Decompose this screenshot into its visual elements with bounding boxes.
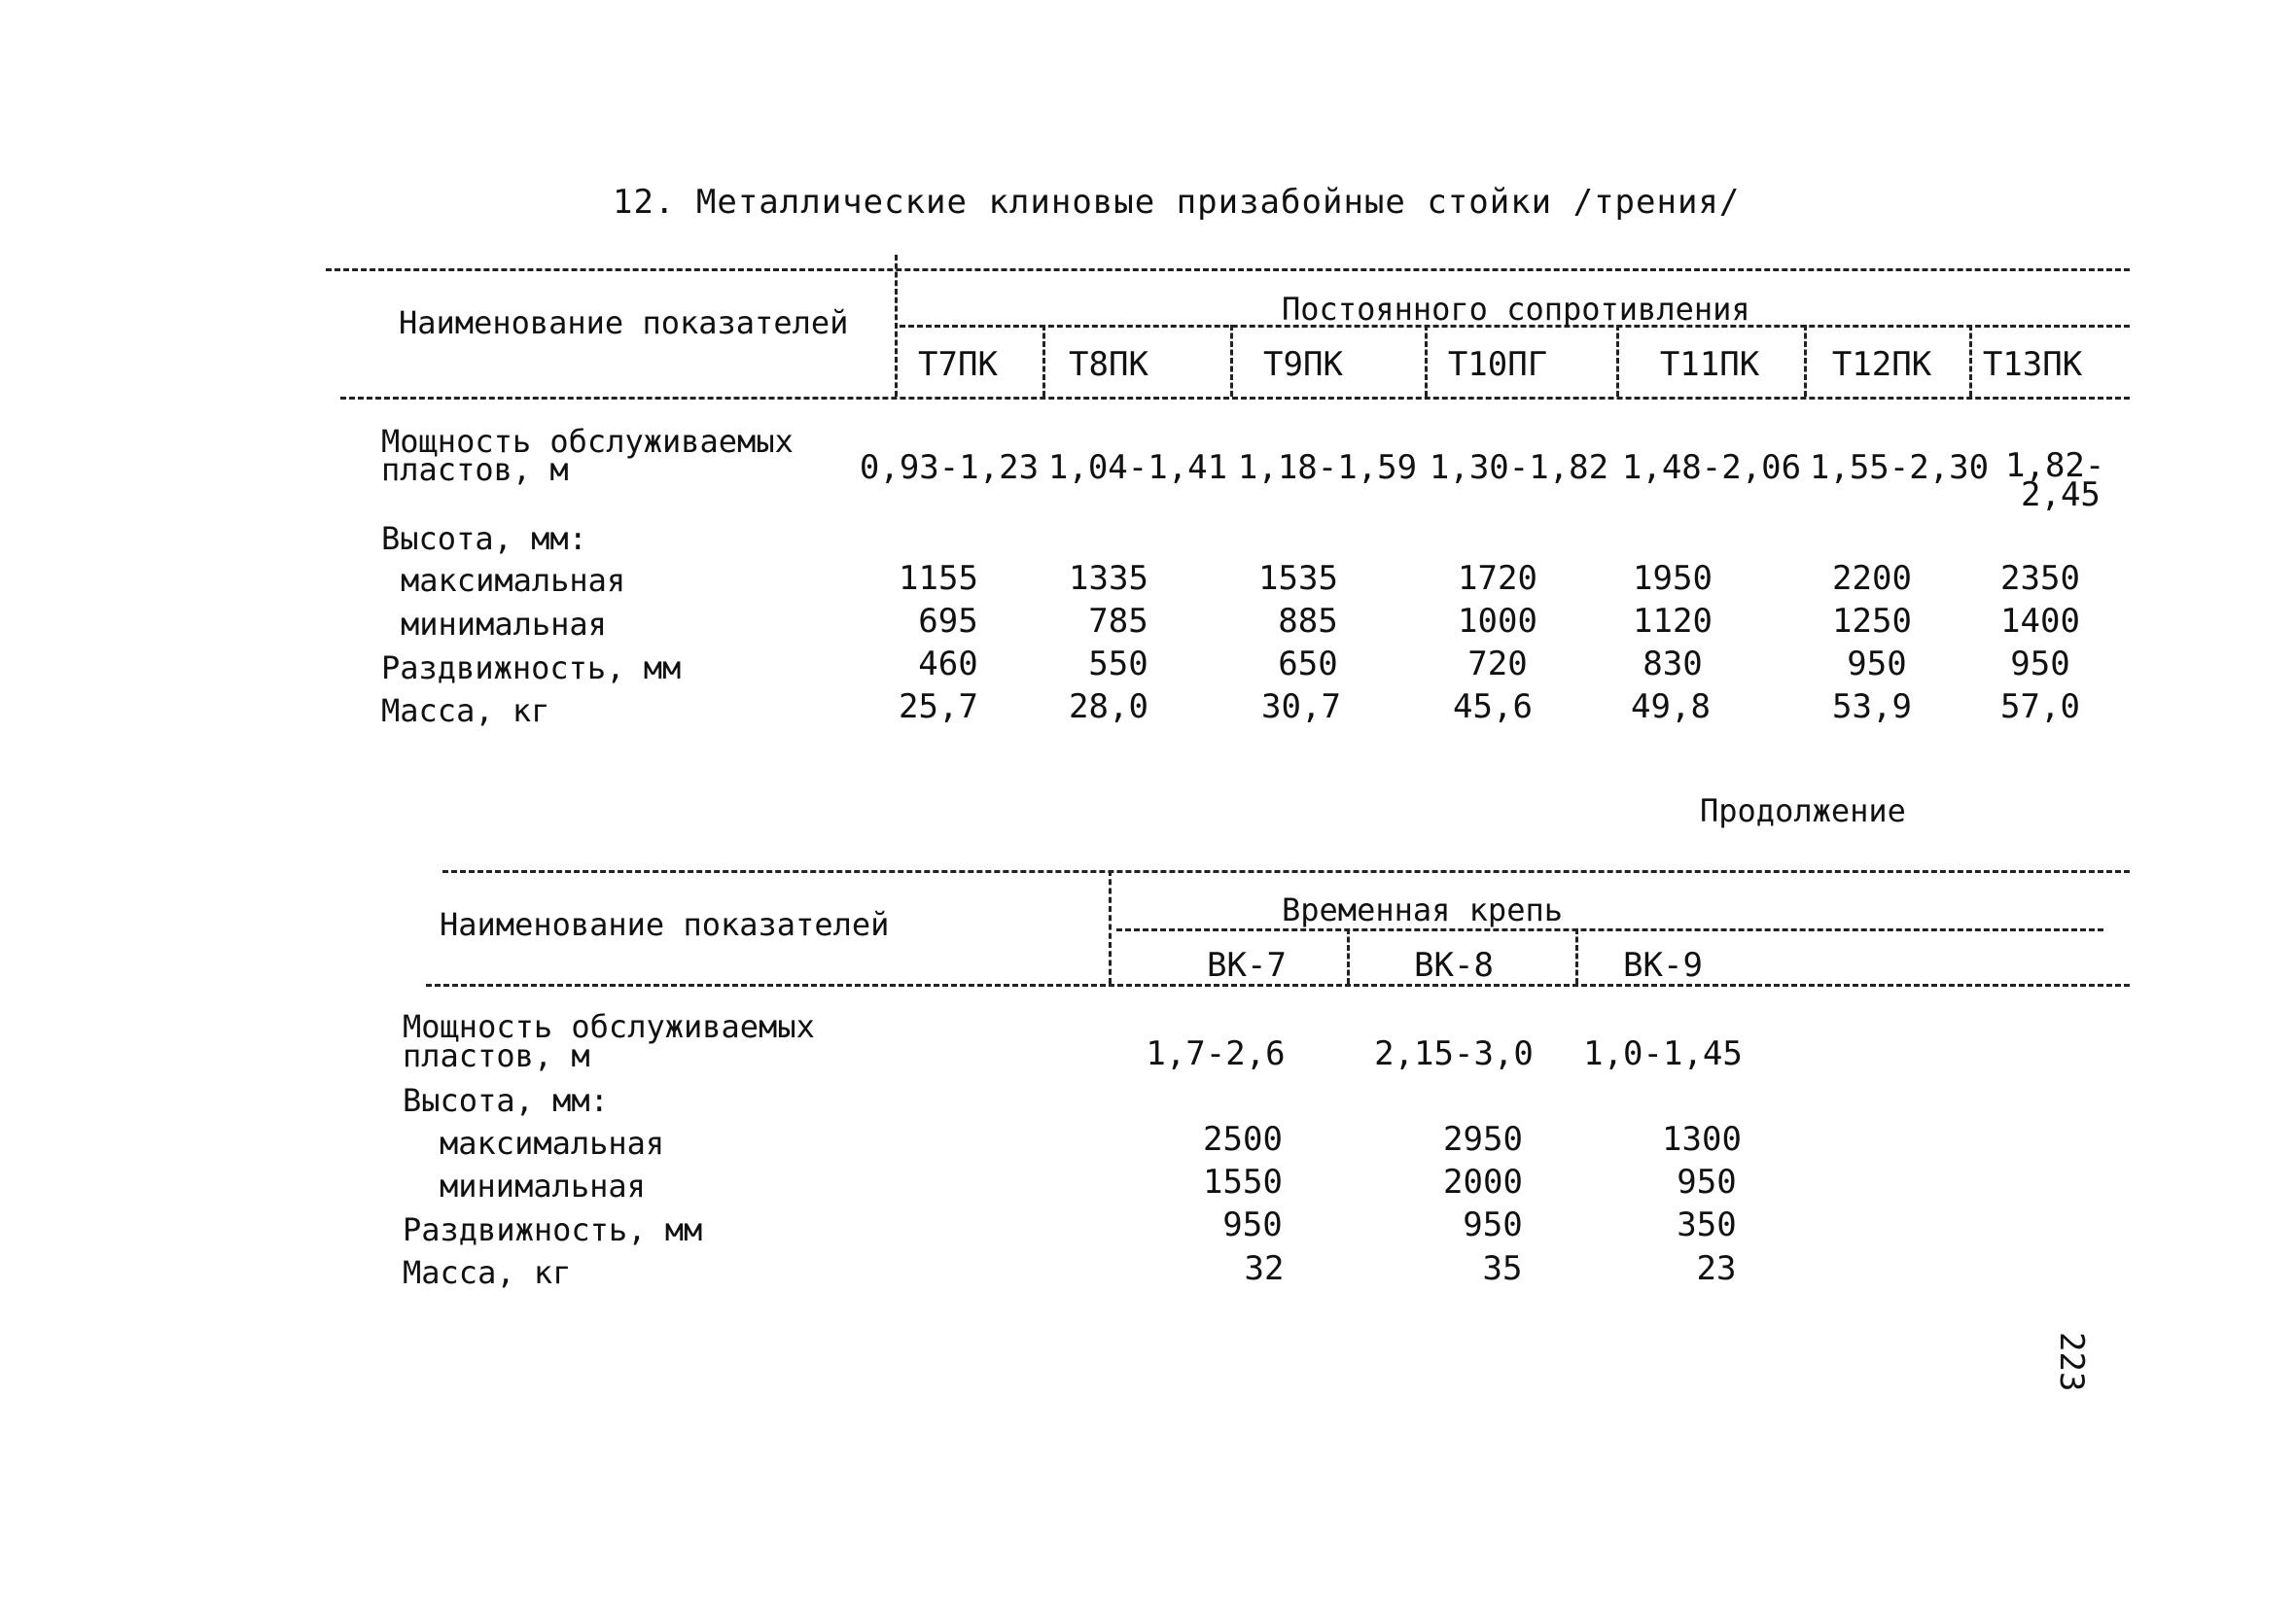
page-title: 12. Металлические клиновые призабойные стойки /трения/ (613, 183, 1741, 222)
table-1-column-header: Т8ПК (1069, 345, 1148, 384)
table-1-col-divider (1804, 325, 1807, 397)
table-2-cell: 1550 (1203, 1163, 1283, 1202)
table-2-cell: 2500 (1203, 1120, 1283, 1159)
continuation-label: Продолжение (1700, 792, 1906, 829)
table-2-col-divider (1347, 928, 1350, 984)
table-2-column-header: ВК-9 (1623, 946, 1703, 985)
table-1-cell: 2,45 (2021, 475, 2101, 514)
table-2-cell: 35 (1482, 1249, 1523, 1288)
table-2-row-label: Раздвижность, мм (403, 1211, 703, 1248)
table-1-cell: 1400 (2000, 602, 2080, 641)
table-2-cell: 950 (1463, 1205, 1523, 1244)
table-1-cell: 785 (1088, 602, 1148, 641)
table-1-cell: 49,8 (1631, 687, 1711, 726)
table-2-row-label: пластов, м (403, 1037, 590, 1074)
table-2-divider (1109, 870, 1112, 984)
table-2-cell: 350 (1677, 1205, 1737, 1244)
table-1-cell: 1250 (1832, 602, 1912, 641)
table-1-header-rule (340, 397, 2130, 400)
table-2-row-header: Наименование показателей (440, 906, 890, 943)
table-1-cell: 45,6 (1453, 687, 1533, 726)
table-2-row-label: максимальная (440, 1125, 665, 1162)
table-2-top-rule (442, 870, 2130, 873)
table-1-cell: 1950 (1633, 559, 1713, 598)
table-1-cell: 830 (1643, 645, 1703, 683)
table-1-row-label: максимальная (401, 562, 626, 599)
table-1-cell: 1,48-2,06 (1621, 448, 1802, 487)
table-2-column-header: ВК-8 (1414, 946, 1494, 985)
table-2-cell: 2000 (1443, 1163, 1523, 1202)
table-1-cell: 30,7 (1261, 687, 1341, 726)
table-1-col-divider (1230, 325, 1233, 397)
table-1-row-label: Высота, мм: (381, 520, 587, 557)
table-2-row-label: Мощность обслуживаемых (403, 1008, 815, 1045)
table-1-row-label: Раздвижность, мм (381, 649, 682, 686)
table-1-cell: 460 (918, 645, 978, 683)
table-1-cell: 1155 (899, 559, 978, 598)
table-1-divider (895, 255, 898, 397)
table-1-column-header: Т10ПГ (1447, 345, 1548, 384)
table-2-cell: 950 (1677, 1163, 1737, 1202)
table-1-row-header: Наименование показателей (399, 304, 849, 341)
table-1-column-header: Т9ПК (1263, 345, 1343, 384)
table-1-cell: 1335 (1069, 559, 1148, 598)
table-1-cell: 1000 (1458, 602, 1537, 641)
table-1-row-label: Масса, кг (381, 692, 550, 729)
table-1-group-header: Постоянного сопротивления (1282, 291, 1750, 328)
table-1-cell: 950 (1847, 645, 1907, 683)
table-1-cell: 950 (2010, 645, 2070, 683)
table-1-col-divider (1425, 325, 1428, 397)
table-1-cell: 650 (1278, 645, 1338, 683)
table-2-cell: 1300 (1662, 1120, 1742, 1159)
table-1-row-label: Мощность обслуживаемых (381, 423, 794, 460)
table-2-row-label: минимальная (440, 1168, 646, 1205)
table-2-row-label: Масса, кг (403, 1254, 572, 1291)
table-1-cell: 1120 (1633, 602, 1713, 641)
table-2-cell: 2,15-3,0 (1374, 1034, 1534, 1073)
table-2-col-divider (1575, 928, 1578, 984)
table-2-group-header: Временная крепь (1282, 891, 1563, 928)
table-1-cell: 25,7 (899, 687, 978, 726)
table-1-column-header: Т13ПК (1982, 345, 2083, 384)
table-1-col-divider (1969, 325, 1972, 397)
table-1-cell: 695 (918, 602, 978, 641)
table-1-row-label: минимальная (401, 606, 607, 643)
table-1-cell: 1,30-1,82 (1429, 448, 1609, 487)
table-1-cell: 1,82- (2005, 446, 2105, 485)
table-1-column-header: Т7ПК (918, 345, 998, 384)
table-1-cell: 1720 (1458, 559, 1537, 598)
table-2-cell: 1,7-2,6 (1146, 1034, 1286, 1073)
table-1-cell: 53,9 (1832, 687, 1912, 726)
table-1-cell: 2350 (2000, 559, 2080, 598)
table-1-col-divider (1042, 325, 1045, 397)
table-1-cell: 720 (1467, 645, 1528, 683)
table-1-cell: 2200 (1832, 559, 1912, 598)
table-1-column-header: Т12ПК (1831, 345, 1932, 384)
table-2-cell: 1,0-1,45 (1583, 1034, 1743, 1073)
table-1-cell: 1,18-1,59 (1237, 448, 1418, 487)
table-1-cell: 1535 (1258, 559, 1338, 598)
table-2-cell: 2950 (1443, 1120, 1523, 1159)
table-1-cell: 550 (1088, 645, 1148, 683)
table-1-cell: 1,55-2,30 (1809, 448, 1990, 487)
table-1-col-divider (1616, 325, 1619, 397)
table-2-column-header: ВК-7 (1207, 946, 1287, 985)
page-number: 223 (2052, 1332, 2091, 1392)
table-1-cell: 885 (1278, 602, 1338, 641)
table-1-top-rule (326, 268, 2130, 271)
table-1-cell: 28,0 (1069, 687, 1148, 726)
table-1-cell: 57,0 (2000, 687, 2080, 726)
table-1-cell: 1,04-1,41 (1047, 448, 1228, 487)
table-2-row-label: Высота, мм: (403, 1082, 609, 1119)
table-1-cell: 0,93-1,23 (859, 448, 1040, 487)
table-1-column-header: Т11ПК (1659, 345, 1760, 384)
table-2-cell: 32 (1244, 1249, 1285, 1288)
table-2-cell: 23 (1696, 1249, 1737, 1288)
table-2-group-rule (1116, 928, 2103, 931)
table-1-row-label: пластов, м (381, 451, 569, 488)
table-2-cell: 950 (1222, 1205, 1283, 1244)
